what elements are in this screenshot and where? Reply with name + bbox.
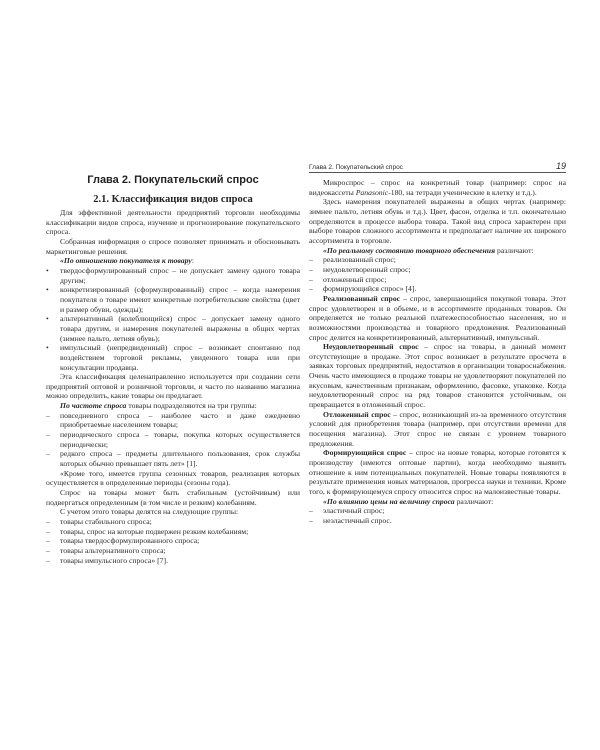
list-item-text: импульсный (непредвиденный) спрос – возникает спонтанно под воздействием торговой рекламы, увиденного товара или при консультации продавца. (60, 343, 300, 372)
paragraph: Эта классификация целенаправленно используется при создании сети предприятий оптовой и розничной торговли, и часто по названию магазина можно определить, какие товары он предлагает. (46, 372, 300, 401)
term: Неудовлетворенный спрос (323, 342, 419, 352)
paragraph (309, 294, 566, 342)
dash-marker: – (46, 410, 50, 420)
dash-marker: – (46, 430, 50, 440)
list-item (46, 449, 300, 468)
list-item (46, 430, 300, 449)
dash-list (46, 411, 300, 469)
list-item (46, 411, 300, 430)
term: Формирующийся спрос (323, 448, 407, 458)
list-item (46, 343, 300, 372)
list-item (46, 536, 300, 546)
list-item-text: товары, спрос на которые подвержен резким колебаниям; (60, 526, 249, 536)
running-header (309, 161, 566, 173)
text: – спрос на новые товары, которые готовятся к производству (имеются оптовые партии), когда необходимо выявить отношение к ним потенциальных покупателей. Новые товары появляются в результате применения новых материалов, прогресса науки и техники. Кроме того, к формирующемуся спросу относится спрос на малоизвестные товары. (309, 448, 566, 496)
text: различают: (495, 245, 534, 255)
paragraph: Собранная информация о спросе позволяет принимать и обосновывать маркетинговые решения. (46, 236, 300, 256)
list-item-text: товары твердосформулированного спроса; (60, 536, 200, 546)
list-item (46, 546, 300, 556)
list-item-text: неудовлетворенный спрос; (323, 264, 411, 274)
dash-marker: – (46, 526, 50, 536)
dash-marker: – (309, 506, 313, 516)
running-title: Глава 2. Покупательский спрос (309, 164, 403, 171)
list-item-text: товары импульсного спроса» [7]. (60, 555, 168, 565)
paragraph (309, 342, 566, 410)
paragraph: Здесь намерения покупателей выражены в общих чертах (например: зимнее пальто, летняя обувь и т.д.). Цвет, фасон, отделка и т.п. окончательно определяются в процессе выбора товара. Такой вид спроса характерен при выборе товаров сложного ассортимента и предполагает наличие их широкого ассортимента в торговле. (309, 197, 566, 245)
list-item-text: формирующийся спрос» [4]. (323, 284, 417, 294)
list-item (46, 314, 300, 343)
text: – спрос, возникающий из-за временного отсутствия условий для приобретения товара (например, при отсутствии времени для посещения магазина). Этот спрос не связан с уровнем товарного предложения. (309, 409, 567, 448)
text: : (191, 256, 194, 266)
emphasis: «По реальному состоянию товарного обеспечения (323, 245, 496, 255)
list-item-text: повседневного спроса – наиболее часто и даже ежедневно приобретаемые населением товары; (60, 410, 300, 430)
list-item (309, 275, 566, 285)
dash-list (46, 517, 300, 565)
list-item-text: эластичный спрос; (323, 506, 385, 516)
list-item (309, 255, 566, 265)
text: товары подразделяются на три группы: (126, 401, 257, 411)
dash-marker: – (309, 515, 313, 525)
list-item-text: альтернативный (колеблющийся) спрос – допускает замену одного товара другим, и намерения покупателей выражены в общих чертах (зимнее пальто, летняя обувь); (60, 314, 300, 343)
dash-marker: – (46, 555, 50, 565)
list-item (46, 285, 300, 314)
paragraph (309, 246, 566, 256)
term: Реализованный спрос (323, 293, 401, 303)
text: – спрос, завершающийся покупкой товара. Этот спрос удовлетворен и в объеме, и в ассортименте проданных товаров. Он определяется не только реальной платежеспособностью населения, но и возможностями производства и товарного предложения. Реализованный спрос делится на конкретизированный, альтернативный, импульсный. (309, 293, 566, 342)
paragraph: С учетом этого товары делятся на следующие группы: (60, 507, 239, 517)
list-item-text: конкретизированный (сформулированный) спрос – когда намерения покупателя о товаре имеют конкретные потребительские свойства (цвет и размер обуви, одежды); (60, 285, 300, 314)
paragraph (46, 256, 300, 266)
left-page (46, 174, 300, 565)
bullet-marker: • (46, 343, 49, 353)
dash-marker: – (46, 449, 50, 459)
dash-marker: – (46, 545, 50, 555)
term: Отложенный спрос (323, 409, 391, 419)
bullet-marker: • (46, 285, 49, 295)
text: – спрос на товары, в данный момент отсутствующие в продаже. Этот спрос возникает в результате просчета в заявках торговых предприятий, недостатков в организации товароснабжения. Очень часто имеющиеся в продаже товары не удовлетворяют покупателей по вкусовым, качественным признакам, оформлению, фасовке, упаковке. Когда неудовлетворенный спрос на ряд товаров становится устойчивым, он превращается в отложенный спрос. (309, 342, 566, 410)
list-item (46, 556, 300, 566)
list-item (309, 516, 566, 526)
paragraph: «Кроме того, имеется группа сезонных товаров, реализация которых осуществляется в определенные периоды (сезоны года). (46, 468, 300, 488)
section-title: 2.1. Классификация видов спроса (93, 194, 253, 205)
dash-marker: – (309, 274, 313, 284)
list-item (46, 517, 300, 527)
dash-marker: – (46, 536, 50, 546)
list-item (309, 265, 566, 275)
dash-list (309, 255, 566, 294)
bullet-list (46, 266, 300, 372)
paragraph (46, 401, 300, 411)
paragraph (309, 448, 566, 496)
dash-marker: – (309, 255, 313, 265)
text: Микроспрос – спрос на конкретный товар (например: спрос на видеокассеты (309, 178, 566, 197)
bullet-marker: • (46, 314, 49, 324)
list-item-text: твердосформулированный спрос – не допускает замену одного товара другим; (60, 265, 300, 285)
text: -180, на тетради ученические в клетку и т.д.). (388, 187, 537, 197)
list-item-text: товары альтернативного спроса; (60, 545, 166, 555)
paragraph: Спрос на товары может быть стабильным (устойчивым) или подвергаться определенным (в том числе и резким) колебаниям. (46, 488, 300, 507)
dash-marker: – (309, 284, 313, 294)
emphasis: «По влиянию цены на величину спроса (323, 496, 455, 506)
right-page (309, 161, 566, 526)
page-number: 19 (555, 161, 566, 171)
list-item-text: товары стабильного спроса; (60, 517, 152, 526)
dash-list (309, 506, 566, 525)
paragraph (309, 178, 566, 197)
list-item-text: периодического спроса – товары, покупка которых осуществляется периодически; (60, 430, 300, 449)
chapter-title: Глава 2. Покупательский спрос (87, 174, 259, 186)
list-item-text: отложенный спрос; (323, 274, 387, 284)
dash-marker: – (309, 264, 313, 274)
list-item-text: реализованный спрос; (323, 255, 396, 265)
dash-marker: – (46, 517, 50, 526)
list-item (309, 506, 566, 516)
bullet-marker: • (46, 265, 49, 275)
list-item-text: неэластичный спрос. (323, 515, 392, 525)
text: различают: (454, 496, 494, 506)
list-item (46, 266, 300, 285)
list-item-text: редкого спроса – предметы длительного пользования, срок службы которых обычно превышает пять лет» [1]. (60, 449, 300, 469)
emphasis: «По отношению покупателя к товару (60, 256, 192, 266)
emphasis: По частоте спроса (60, 401, 127, 411)
paragraph (309, 497, 566, 507)
paragraph (309, 410, 566, 449)
emphasis: Panasonic (355, 187, 389, 197)
list-item (46, 527, 300, 537)
list-item (309, 284, 566, 294)
paragraph: Для эффективной деятельности предприятий торговли необходимы классификации видов спроса, изучение и прогнозирование покупательского спроса. (46, 208, 300, 237)
